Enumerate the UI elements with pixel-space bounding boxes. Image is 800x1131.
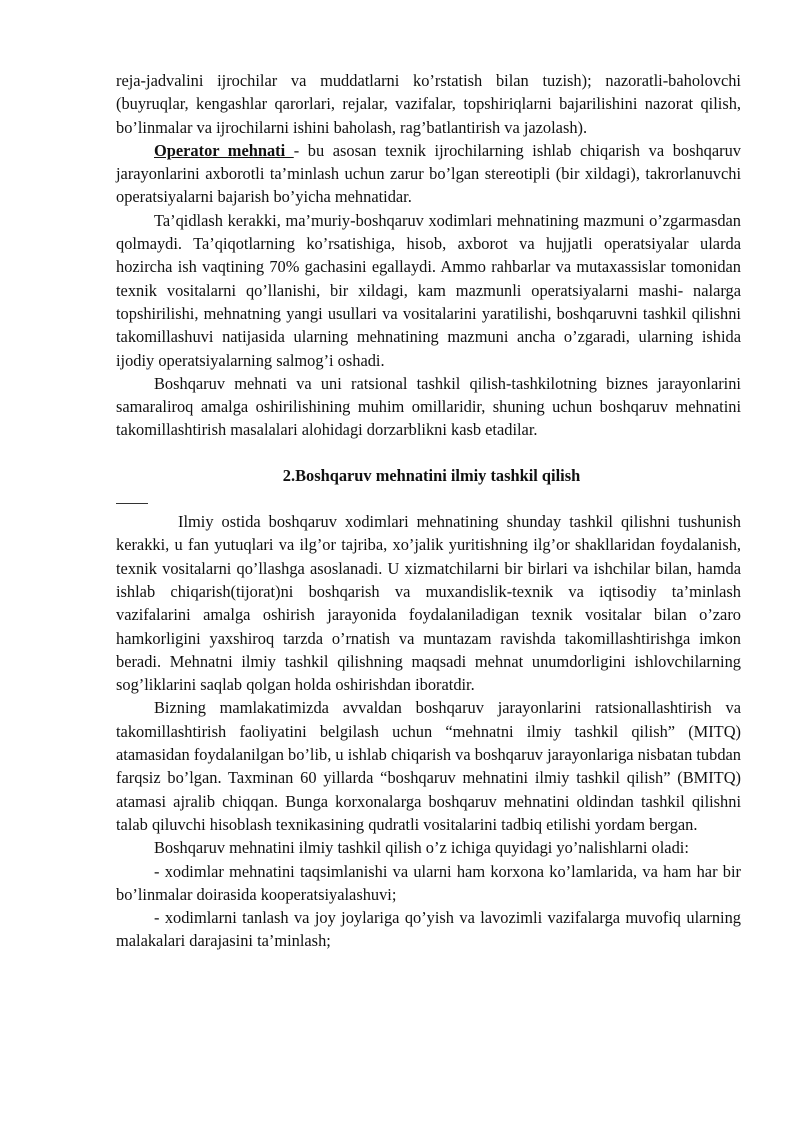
paragraph-rational-organization: Boshqaruv mehnati va uni ratsional tashkil qilish-tashkilotning biznes jarayonlarini samaraliroq amalga oshirilishining muhim omillaridir, shuning uchun boshqaruv mehnatini takomillashtirish masalalari alohidagi dorzarblikni kasb etadilar. (116, 373, 741, 440)
list-item-staff-selection: - xodimlarni tanlash va joy joylariga qo’yish va lavozimli vazifalarga muvofiq ularning malakalari darajasini ta’minlash; (116, 908, 741, 951)
list-item-labor-division: - xodimlar mehnatini taqsimlanishi va ularni ham korxona ko’lamlarida, va ham har bir bo’linmalar doirasida kooperatsiyalashuvi; (116, 861, 741, 904)
paragraph-labor-content: Ta’qidlash kerakki, ma’muriy-boshqaruv xodimlari mehnatining mazmuni o’zgarmasdan qolmaydi. Ta’qiqotlarning ko’rsatishiga, hisob, axborot va hujjatli operatsiyalar ularda hozircha ish vaqtining 70% gachasini egallaydi. Ammo rahbarlar va mutaxassislar tomonidan texnik vositalarni qo’llanishi, bir xildagi, kam mazmunli operatsiyalarni mashi- nalarga topshirilishi, mehnatning yangi usullari va vositalarini yaratilishi, boshqaruvni tashkil qilishni takomillashuvi natijasida ularning mehnatining mazmuni ancha o’zgaradi, ularning ishida ijodiy operatsiyalarning salmog’i oshadi. (116, 210, 741, 370)
paragraph-operator-labor-text: - bu asosan texnik ijrochilarning ishlab chiqarish va boshqaruv jarayonlarini axborotli ta’minlash uchun zarur bo’lgan stereotipli (bir xildagi), takrorlanuvchi operatsiyalarni bajarish bo’yicha mehnatidar. (116, 140, 741, 207)
document-page (116, 69, 741, 953)
term-operator-mehnati: Operator mehnati (154, 140, 294, 160)
paragraph-operator-labor (116, 139, 741, 209)
paragraph-mitq-history: Bizning mamlakatimizda avvaldan boshqaruv jarayonlarini ratsionallashtirish va takomillashtirish faoliyatini belgilash uchun “mehnatni ilmiy tashkil qilish” (MITQ) atamasidan foydalanilgan bo’lib, u ishlab chiqarish va boshqaruv jarayonlariga nisbatan tubdan farqsiz bo’lgan. Taxminan 60 yillarda “boshqaruv mehnatini ilmiy tashkil qilish” (BMITQ) atamasi ajralib chiqqan. Bunga korxonalarga boshqaruv mehnatini oldindan tashkil qilishni talab qiluvchi hisoblash texnikasining qudratli vositalarini tadbiq etilishi yordam bergan. (116, 698, 741, 834)
section-heading: 2.Boshqaruv mehnatini ilmiy tashkil qilish (282, 465, 581, 485)
footnote-rule (116, 503, 148, 504)
paragraph-directions-intro: Boshqaruv mehnatini ilmiy tashkil qilish o’z ichiga quyidagi yo’nalishlarni oladi: (154, 838, 689, 858)
paragraph-control-functions: reja-jadvalini ijrochilar va muddatlarni ko’rstatish bilan tuzish); nazoratli-baholovchi (buyruqlar, kengashlar qarorlari, rejalar, vazifalar, topshiriqlarni bajarilishini nazorat qilish, bo’linmalar va ijrochilarni ishini baholash, rag’batlantirish va jazolash). (116, 71, 741, 137)
paragraph-scientific-definition: Ilmiy ostida boshqaruv xodimlari mehnatining shunday tashkil qilishni tushunish kerakki, u fan yutuqlari va ilg’or tajriba, xo’jalik yuritishning ilg’or shakllaridan foydalanish, texnik vositalarni qo’llashga asoslanadi. U xizmatchilarni bir birlari va ishchilar bilan, hamda ishlab chiqarish(tijorat)ni boshqarish va muxandislik-texnik va iqtisodiy ta’minlash vazifalarini amalga oshirish jarayonida foydalaniladigan texnik vositalar bilan o’zaro hamkorligini yaxshiroq tarzda o’rnatish va muntazam ravishda takomillashtirishga imkon beradi. Mehnatni ilmiy tashkil qilishning maqsadi mehnat unumdorligini ishlovchilarning sog’liklarini saqlab qolgan holda oshirishdan iboratdir. (116, 512, 741, 695)
